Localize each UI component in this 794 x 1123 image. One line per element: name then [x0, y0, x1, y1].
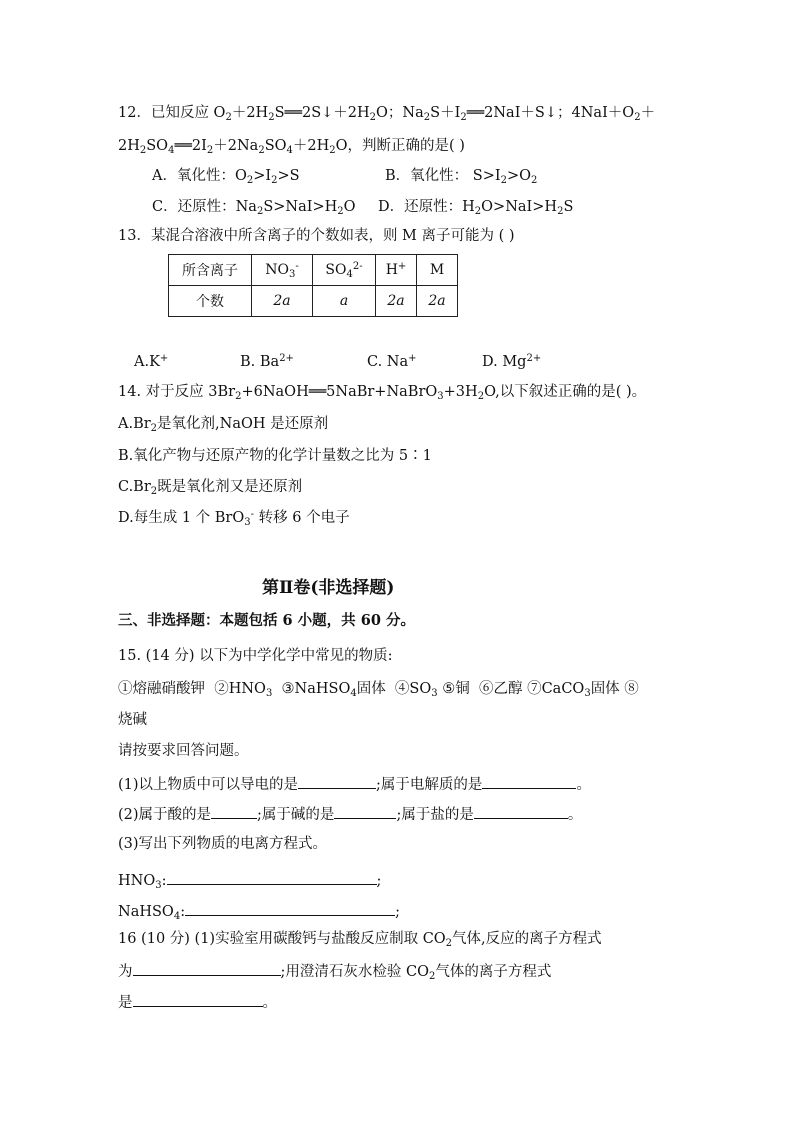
q12-stem-line2: $2H_2SO_4══2I_2+2Na_2SO_4+2H_2O$，判断正确的是( ) [118, 138, 465, 156]
table-cell: 2a [252, 286, 313, 317]
q14-option-a: $A.Br_2$是氧化剂,NaOH 是还原剂 [118, 416, 329, 434]
q14-stem: 14. 对于反应 $3Br_2+6NaOH══5NaBr+NaBrO_3+3H_2O$,以下叙述正确的是( )。 [118, 384, 647, 402]
q15-items-wrap: 烧碱 [118, 712, 147, 728]
q15-stem: 15. (14 分) 以下为中学化学中常见的物质: [118, 648, 393, 664]
table-cell: 2a [376, 286, 417, 317]
q12-option-a: A．氧化性：$O_2>I_2>S$ [152, 168, 300, 186]
table-cell: a [313, 286, 376, 317]
q15-part2: (2)属于酸的是 ;属于碱的是 ;属于盐的是 。 [118, 803, 582, 825]
q14-option-c: $C.Br_2$既是氧化剂又是还原剂 [118, 479, 303, 497]
q15-eq-hno3: $HNO_3$: ; [118, 869, 381, 891]
q15-instruction: 请按要求回答问题。 [118, 743, 249, 759]
q16-line3: 是 。 [118, 991, 277, 1013]
q15-part3: (3)写出下列物质的电离方程式。 [118, 836, 328, 852]
section-title: 第Ⅱ卷(非选择题) [262, 578, 395, 598]
q12-option-b: B．氧化性： $S>I_2>O_2$ [385, 168, 538, 186]
q16-line2: 为 ;用澄清石灰水检验 $CO_2$气体的离子方程式 [118, 960, 551, 982]
table-header-cell: $NO_3^-$ [252, 255, 313, 286]
table-row-label: 个数 [169, 286, 252, 317]
q15-eq-nahso4: NaHSO$_4$: ; [118, 900, 400, 922]
q16-stem: 16 (10 分) (1)实验室用碳酸钙与盐酸反应制取 $CO_2$气体,反应的离子方程式 [118, 931, 602, 949]
q12-stem-line1: 12．已知反应 $O_2+2H_2S══2S↓+2H_2O$；$Na_2S+I_2══2NaI+S↓$；$4NaI+O_2+$ [118, 105, 656, 123]
q13-stem: 13．某混合溶液中所含离子的个数如表，则 M 离子可能为 ( ) [118, 228, 515, 244]
table-row [169, 286, 458, 317]
ion-table [168, 254, 458, 317]
q15-items: ①熔融硝酸钾 $②HNO_3$ ③NaHSO$_4$固体 $④SO_3$ ⑤铜 ⑥乙醇 ⑦CaCO$_3$固体 ⑧ [118, 681, 639, 699]
q14-option-d: D.每生成 1 个 BrO$_3$- 转移 6 个电子 [118, 509, 350, 528]
table-header-cell: $SO_4^{2-}$ [313, 255, 376, 286]
table-header-cell: 所含离子 [169, 255, 252, 286]
table-cell: 2a [417, 286, 458, 317]
q12-option-d: D．还原性：$H_2O>NaI>H_2S$ [378, 199, 574, 217]
q13-option-c: C. Na+ [367, 353, 417, 370]
q15-part1: (1)以上物质中可以导电的是 ;属于电解质的是 。 [118, 773, 591, 795]
q13-option-b: B. $Ba^{2+}$ [240, 353, 294, 370]
table-header-cell: M [417, 255, 458, 286]
q14-option-b: B.氧化产物与还原产物的化学计量数之比为 5∶1 [118, 448, 432, 464]
section-heading: 三、非选择题：本题包括 6 小题，共 60 分。 [118, 612, 415, 629]
table-header-cell: H+ [376, 255, 417, 286]
q13-option-d: D. $Mg^{2+}$ [482, 353, 542, 370]
table-row [169, 255, 458, 286]
q13-option-a: A.K+ [134, 353, 169, 370]
q12-option-c: C．还原性：$Na_2S>NaI>H_2O$ [152, 199, 356, 217]
